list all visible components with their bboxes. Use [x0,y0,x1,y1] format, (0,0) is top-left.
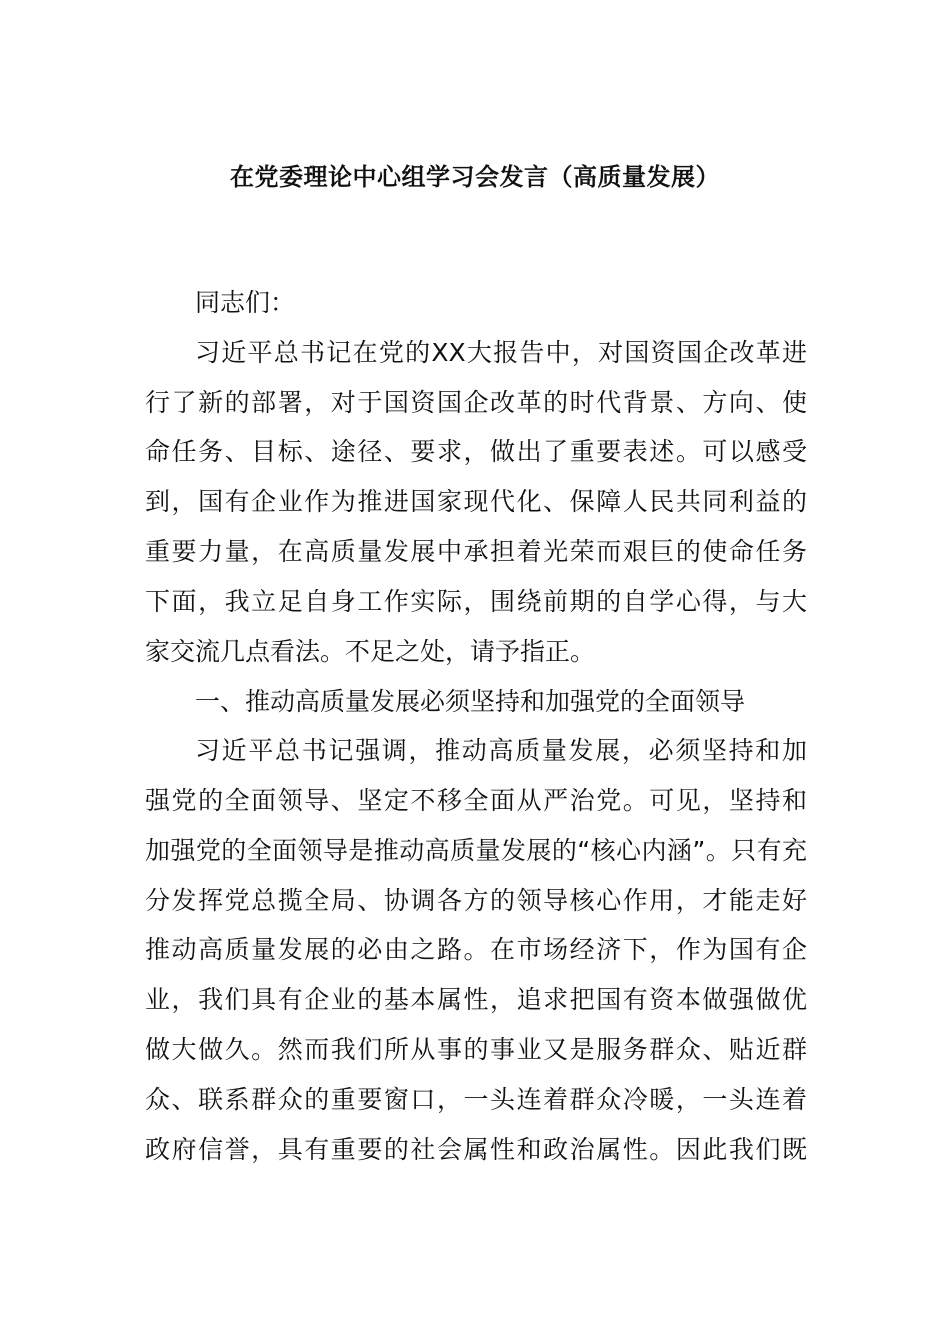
greeting-line: 同志们： [195,288,296,317]
document-title: 在党委理论中心组学习会发言（高质量发展） [230,163,720,191]
paragraph-line: 家交流几点看法。不足之处，请予指正。 [145,637,596,666]
paragraph-line: 推动高质量发展的必由之路。在市场经济下，作为国有企 [145,935,807,964]
paragraph-line: 习近平总书记强调，推动高质量发展，必须坚持和加 [195,736,807,765]
paragraph-line: 分发挥党总揽全局、协调各方的领导核心作用，才能走好 [145,886,807,915]
paragraph-line: 行了新的部署，对于国资国企改革的时代背景、方向、使 [145,388,807,417]
paragraph-line: 做大做久。然而我们所从事的事业又是服务群众、贴近群 [145,1035,807,1064]
paragraph-line: 加强党的全面领导是推动高质量发展的“核心内涵”。只有充 [145,836,807,865]
section-heading: 一、推动高质量发展必须坚持和加强党的全面领导 [195,687,746,716]
paragraph-line: 命任务、目标、途径、要求，做出了重要表述。可以感受 [145,437,807,466]
paragraph-line: 强党的全面领导、坚定不移全面从严治党。可见，坚持和 [145,786,807,815]
paragraph-line: 众、联系群众的重要窗口，一头连着群众冷暖，一头连着 [145,1085,807,1114]
paragraph-line: 习近平总书记在党的XX大报告中，对国资国企改革进 [195,338,807,367]
paragraph-line: 业，我们具有企业的基本属性，追求把国有资本做强做优 [145,985,807,1014]
paragraph-line: 政府信誉，具有重要的社会属性和政治属性。因此我们既 [145,1135,807,1164]
paragraph-line: 下面，我立足自身工作实际，围绕前期的自学心得，与大 [145,587,807,616]
paragraph-line: 重要力量，在高质量发展中承担着光荣而艰巨的使命任务 [145,537,807,566]
paragraph-line: 到，国有企业作为推进国家现代化、保障人民共同利益的 [145,487,807,516]
